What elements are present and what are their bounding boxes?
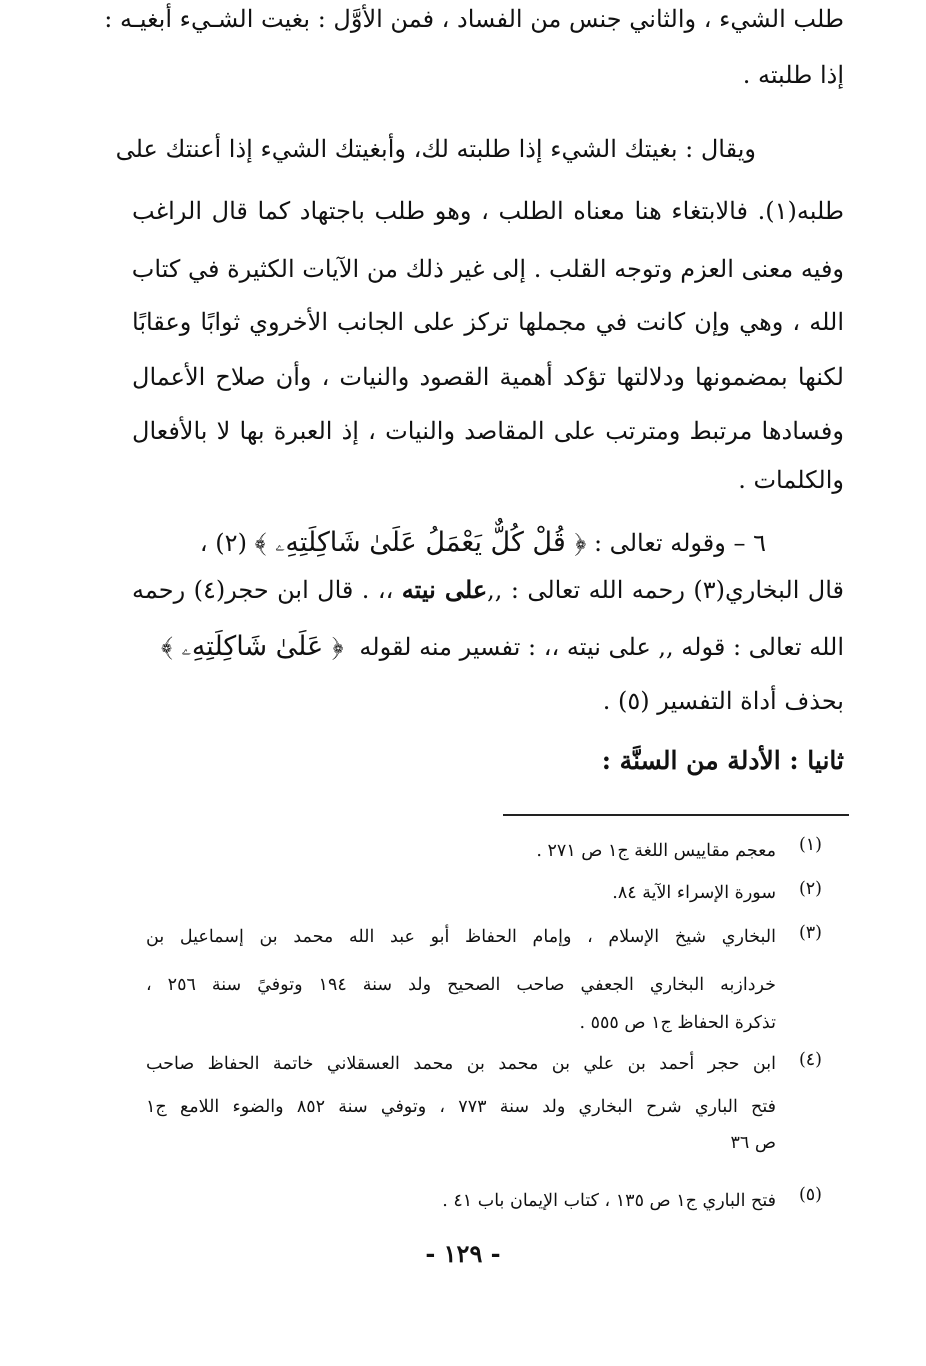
item-6-line [200, 526, 766, 560]
footnote-number-2: (٢) [798, 879, 822, 899]
bukhari-line [132, 573, 844, 607]
allah-line [161, 630, 844, 664]
body-line-2: إذا طلبته . [742, 61, 844, 89]
section-heading: ثانيا : الأدلة من السنَّة : [601, 746, 844, 775]
body-line-1: طلب الشيء ، والثاني جنس من الفساد ، فمن الأوَّل : بغيت الشـيء أبغيـه : [104, 5, 844, 33]
allah-line-text: الله تعالى : قوله ,, على نيته ،، : تفسير منه لقوله [359, 633, 844, 661]
body-line-8: وفسادها مرتبط ومترتب على المقاصد والنيات ، إذ العبرة بها لا بالأفعال [132, 417, 844, 445]
footnote-2-text: سورة الإسراء الآية ٨٤. [612, 883, 776, 903]
footnote-5-text: فتح الباري ج١ ص ١٣٥ ، كتاب الإيمان باب ٤١ . [442, 1191, 776, 1211]
item-6-prefix: ٦ – وقوله تعالى : [593, 529, 766, 557]
footnote-ref-2: (٢) ، [199, 529, 247, 557]
body-line-3: ويقال : بغيتك الشيء إذا طلبته لك، وأبغيتك الشيء إذا أعنتك على [115, 135, 756, 163]
footnote-1-text: معجم مقاييس اللغة ج١ ص ٢٧١ . [536, 841, 776, 861]
bukhari-text-c: ،، . قال ابن حجر(٤) رحمه [132, 576, 402, 604]
footnote-divider [503, 814, 849, 816]
quran-verse-shakilatihi: ﴿ قُلْ كُلٌّ يَعْمَلُ عَلَىٰ شَاكِلَتِهِۦ ﴾ [254, 527, 587, 558]
footnote-4-line-1: ابن حجر أحمد بن علي بن محمد بن محمد العسقلاني خاتمة الحفاظ صاحب [146, 1054, 776, 1074]
footnote-number-5: (٥) [798, 1185, 822, 1205]
footnote-4-line-3: ص ٣٦ [730, 1133, 776, 1153]
bukhari-text-a: قال البخاري(٣) رحمه الله تعالى : ,, [487, 576, 845, 604]
footnote-4-line-2: فتح الباري شرح البخاري ولد سنة ٧٧٣ ، وتوفي سنة ٨٥٢ والضوء اللامع ج١ [146, 1097, 776, 1117]
quran-ala-shakilatihi: ﴿ عَلَىٰ شَاكِلَتِهِۦ ﴾ [161, 631, 344, 662]
body-line-5: وفيه معنى العزم وتوجه القلب . إلى غير ذلك من الآيات الكثيرة في كتاب [131, 255, 844, 283]
footnote-number-3: (٣) [798, 923, 822, 943]
ala-niyyatihi-bold: على نيته [401, 575, 488, 604]
page-number: - ١٢٩ - [425, 1239, 501, 1268]
hadhf-line: بحذف أداة التفسير (٥) . [602, 687, 844, 715]
body-line-6: الله ، وهي وإن كانت في مجملها تركز على الجانب الأخروي ثوابًا وعقابًا [132, 308, 844, 336]
footnote-number-1: (١) [798, 835, 822, 855]
footnote-number-4: (٤) [798, 1050, 822, 1070]
body-line-7: لكنها بمضمونها ودلالتها تؤكد أهمية القصود والنيات ، وأن صلاح الأعمال [132, 363, 844, 391]
body-line-9: والكلمات . [738, 466, 844, 494]
footnote-3-line-3: تذكرة الحفاظ ج١ ص ٥٥٥ . [579, 1013, 776, 1033]
body-line-4: طلبه(١). فالابتغاء هنا معناه الطلب ، وهو طلب باجتهاد كما قال الراغب [132, 197, 844, 225]
footnote-3-line-2: خردازبه البخاري الجعفي صاحب الصحيح ولد سنة ١٩٤ وتوفيً سنة ٢٥٦ ، [146, 975, 776, 995]
footnote-3-line-1: البخاري شيخ الإسلام ، وإمام الحفاظ أبو عبد الله محمد بن إسماعيل بن [146, 927, 776, 947]
